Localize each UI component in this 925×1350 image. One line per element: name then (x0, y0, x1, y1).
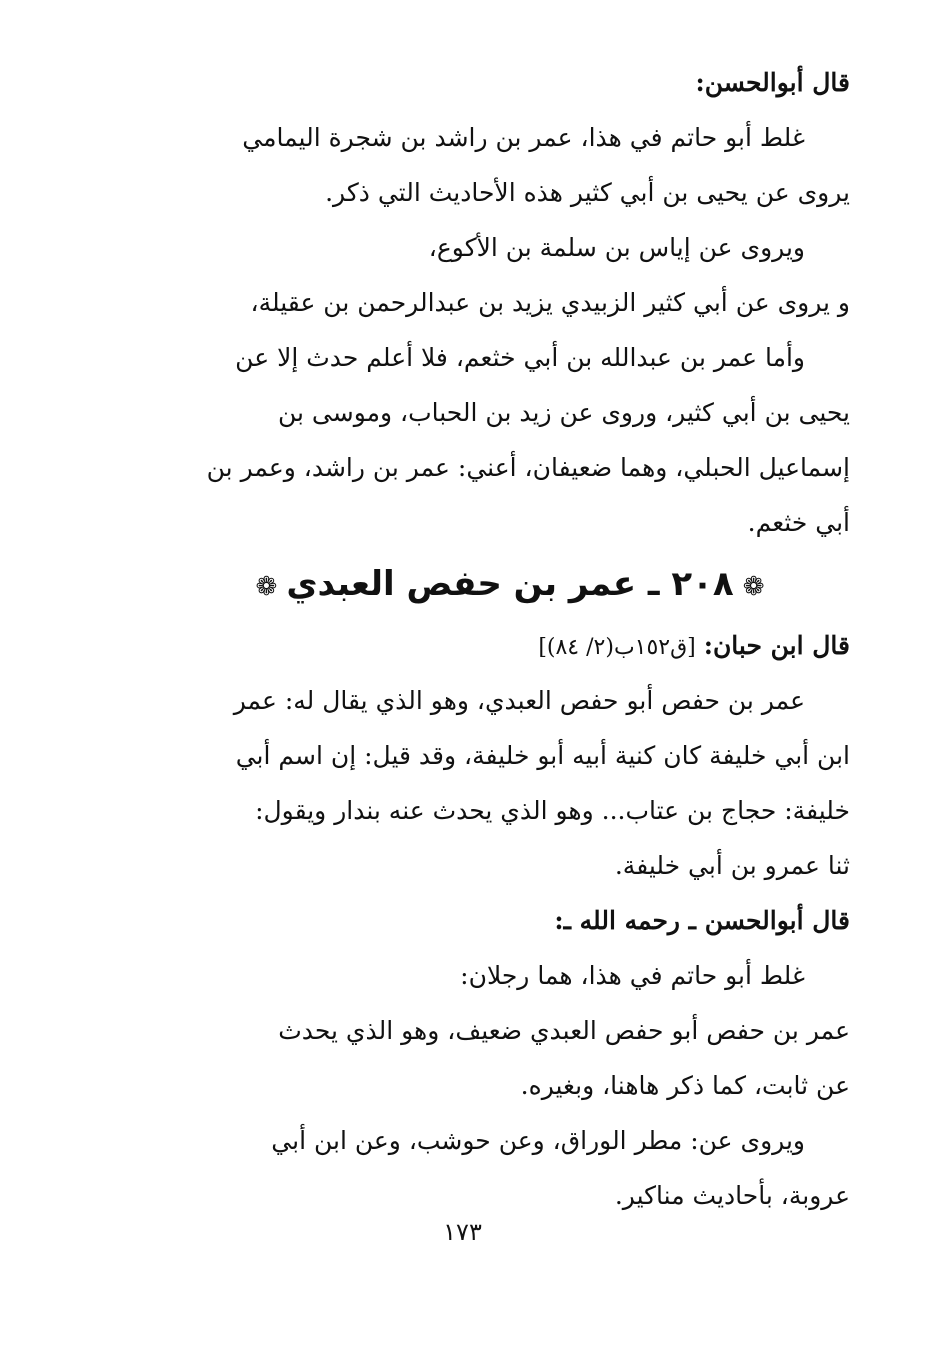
text-line: عمر بن حفص أبو حفص العبدي، وهو الذي يقال له: عمر (233, 686, 805, 715)
section-title: ٢٠٨ ـ عمر بن حفص العبدي (286, 564, 734, 604)
text-line: يحيى بن أبي كثير، وروى عن زيد بن الحباب، وموسى بن (277, 398, 850, 427)
text-line: ابن أبي خليفة كان كنية أبيه أبو خليفة، وقد قيل: إن اسم أبي (235, 741, 850, 770)
section-heading (170, 550, 850, 618)
text-line: أبي خثعم. (747, 508, 850, 537)
manuscript-reference: [ق١٥٢ب(٢/ ٨٤)] (538, 635, 696, 660)
text-line: ويروى عن إياس بن سلمة بن الأكوع، (428, 233, 805, 262)
text-line: عمر بن حفص أبو حفص العبدي ضعيف، وهو الذي يحدث (278, 1016, 850, 1045)
speaker-heading-1: قال أبوالحسن: (695, 68, 850, 97)
text-line: خليفة: حجاج بن عتاب... وهو الذي يحدث عنه بندار ويقول: (255, 796, 850, 825)
speaker-heading-2 (170, 618, 850, 673)
page-number: ١٧٣ (443, 1218, 482, 1246)
text-line: يروى عن يحيى بن أبي كثير هذه الأحاديث التي ذكر. (325, 178, 850, 207)
speaker-heading-3: قال أبوالحسن ـ رحمه الله ـ: (554, 906, 850, 935)
text-line: ثنا عمرو بن أبي خليفة. (614, 851, 850, 880)
text-line: غلط أبو حاتم في هذا، هما رجلان: (460, 961, 805, 990)
ornament-icon: ❁ (255, 572, 278, 602)
text-line: وأما عمر بن عبدالله بن أبي خثعم، فلا أعلم حدث إلا عن (235, 343, 805, 372)
text-line: و يروى عن أبي كثير الزبيدي يزيد بن عبدالرحمن بن عقيلة، (250, 288, 850, 317)
text-line: عن ثابت، كما ذكر هاهنا، وبغيره. (520, 1071, 850, 1100)
speaker-label: قال ابن حبان: (703, 631, 850, 660)
text-line: إسماعيل الحبلي، وهما ضعيفان، أعني: عمر بن راشد، وعمر بن (206, 453, 850, 482)
text-line: ويروى عن: مطر الوراق، وعن حوشب، وعن ابن أبي (271, 1126, 805, 1155)
page-body (170, 55, 850, 1223)
ornament-icon: ❁ (742, 572, 765, 602)
text-line: غلط أبو حاتم في هذا، عمر بن راشد بن شجرة اليمامي (242, 123, 805, 152)
text-line: عروبة، بأحاديث مناكير. (614, 1181, 850, 1210)
